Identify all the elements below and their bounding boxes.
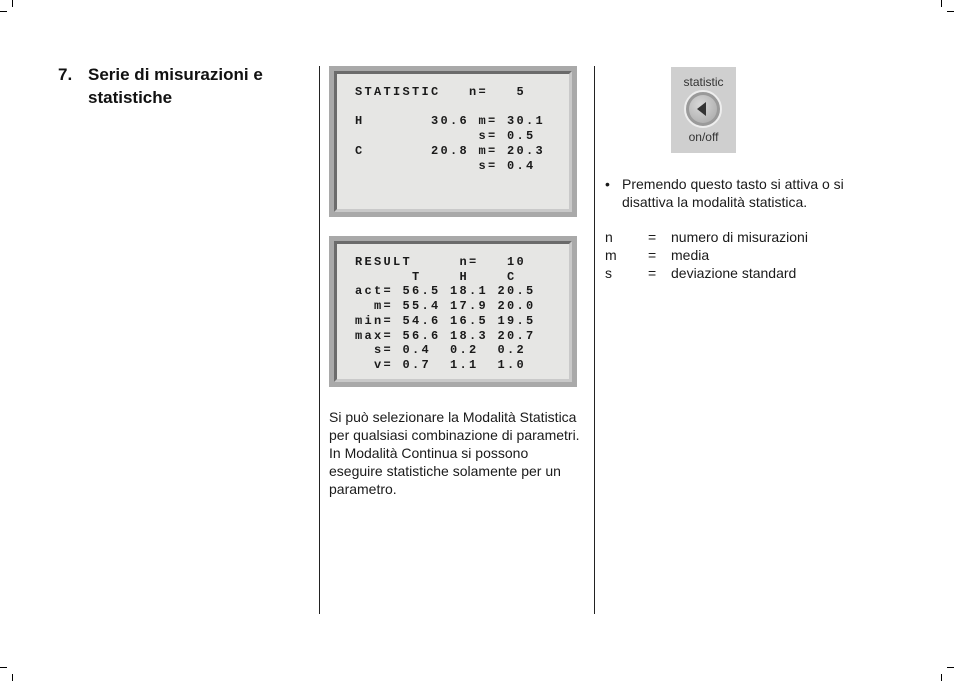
left-arrow-icon <box>697 102 706 116</box>
column-divider-left <box>319 66 320 614</box>
definition-row <box>605 228 865 246</box>
definition-value: media <box>671 247 710 263</box>
definition-row <box>605 246 865 264</box>
crop-mark <box>941 674 942 681</box>
lcd-result-text: RESULT n= 10 T H C act= 56.5 18.1 20.5 m= 55.4 17.9 20.0 min= 54.6 16.5 19.5 max= 56.6 18.3 20.7 s= 0.4 0.2 0.2 v= 0.7 1.1 1.0 <box>355 255 536 372</box>
bullet-marker: • <box>605 176 610 192</box>
button-face <box>689 95 717 123</box>
definition-value: deviazione standard <box>671 265 797 281</box>
definition-value: numero di misurazioni <box>671 229 808 245</box>
statistic-onoff-button[interactable] <box>684 90 722 128</box>
crop-mark <box>0 667 7 668</box>
button-label-top: statistic <box>683 75 724 89</box>
crop-mark <box>12 0 13 7</box>
lcd-screen <box>334 71 572 212</box>
definition-key: s <box>605 265 612 281</box>
statistic-button-illustration <box>671 67 736 153</box>
definition-equals: = <box>648 229 657 245</box>
crop-mark <box>947 667 954 668</box>
definition-key: m <box>605 247 617 263</box>
crop-mark <box>0 11 7 12</box>
lcd-statistic-text: STATISTIC n= 5 H 30.6 m= 30.1 s= 0.5 C 20.8 m= 20.3 s= 0.4 <box>355 85 546 173</box>
button-label-bottom: on/off <box>688 130 719 144</box>
crop-mark <box>941 0 942 7</box>
lcd-screen <box>334 241 572 382</box>
statistic-mode-description: Si può selezionare la Modalità Statistica per qualsiasi combinazione di parametri. In Modalità Continua si possono eseguire statistiche solamente per un parametro. <box>329 409 580 497</box>
lcd-result-display <box>329 236 577 387</box>
lcd-statistic-display <box>329 66 577 217</box>
definition-equals: = <box>648 247 657 263</box>
column-divider-right <box>594 66 595 614</box>
definition-key: n <box>605 229 613 245</box>
section-number: 7. <box>58 65 73 84</box>
crop-mark <box>947 11 954 12</box>
bullet-text: Premendo questo tasto si attiva o si disattiva la modalità statistica. <box>622 176 844 210</box>
definition-equals: = <box>648 265 657 281</box>
section-title: Serie di misurazioni e statistiche <box>88 65 263 107</box>
definition-list <box>605 228 865 282</box>
crop-mark <box>12 674 13 681</box>
definition-row <box>605 264 865 282</box>
